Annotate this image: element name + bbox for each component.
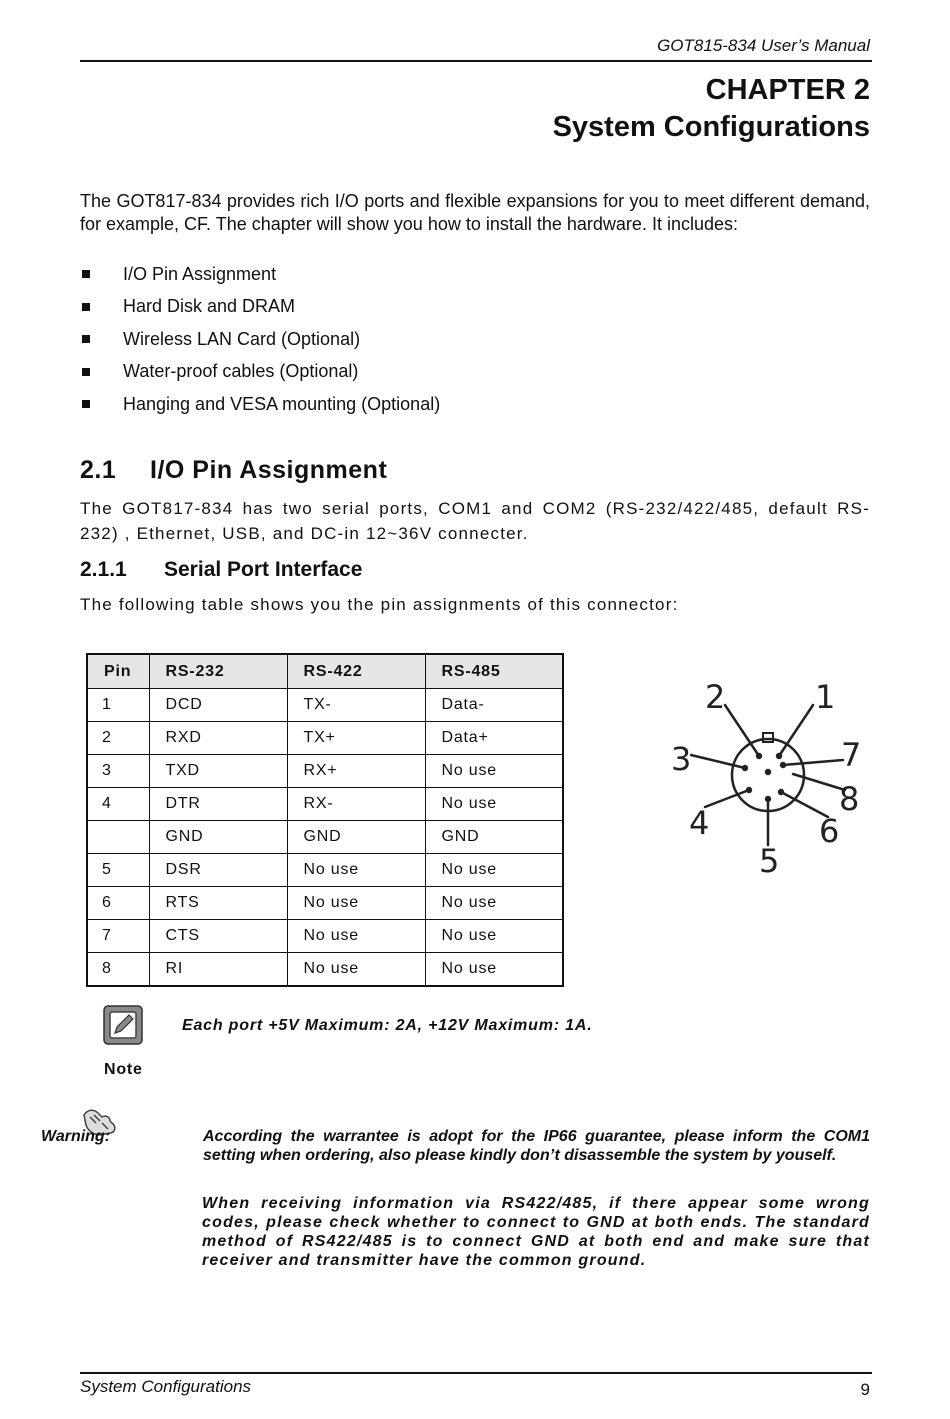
table-cell: TXD xyxy=(149,755,287,788)
table-cell: 5 xyxy=(87,854,149,887)
pin-assignment-table xyxy=(86,653,564,987)
table-cell: 4 xyxy=(87,788,149,821)
topic-list xyxy=(80,258,440,421)
column-header: RS-485 xyxy=(425,654,563,689)
table-cell: 8 xyxy=(87,953,149,987)
table-cell: TX- xyxy=(287,689,425,722)
table-cell: Data+ xyxy=(425,722,563,755)
subsection-title: Serial Port Interface xyxy=(164,558,363,581)
warning-paragraph-1 xyxy=(41,1127,870,1165)
table-cell: 7 xyxy=(87,920,149,953)
footer-section: System Configurations xyxy=(80,1377,252,1396)
table-cell: No use xyxy=(425,755,563,788)
square-bullet-icon xyxy=(82,270,90,278)
subsection-paragraph: The following table shows you the pin assignments of this connector: xyxy=(80,595,679,614)
table-header-row xyxy=(87,654,563,689)
footer-rule xyxy=(80,1372,872,1374)
list-item: Water-proof cables (Optional) xyxy=(80,356,440,389)
table-cell: Data- xyxy=(425,689,563,722)
table-cell: TX+ xyxy=(287,722,425,755)
table-cell: No use xyxy=(425,920,563,953)
subsection-number: 2.1.1 xyxy=(80,558,127,581)
table-row xyxy=(87,854,563,887)
section-paragraph: The GOT817-834 has two serial ports, COM1 and COM2 (RS-232/422/485, default RS-232) , Ethernet, USB, and DC-in 12~36V connecter. xyxy=(80,499,870,543)
warning-text-1: According the warrantee is adopt for the IP66 guarantee, please inform the COM1 setting when ordering, also please kindly don’t disassemble the system by youself. xyxy=(203,1128,870,1164)
pin-label: 5 xyxy=(759,842,780,880)
table-cell: DTR xyxy=(149,788,287,821)
square-bullet-icon xyxy=(82,335,90,343)
table-row xyxy=(87,689,563,722)
square-bullet-icon xyxy=(82,368,90,376)
note-label: Note xyxy=(104,1061,143,1078)
intro-paragraph: The GOT817-834 provides rich I/O ports and flexible expansions for you to meet different demand, for example, CF. The chapter will show you how to install the hardware. It includes: xyxy=(80,191,870,234)
pin-label: 6 xyxy=(819,812,840,850)
column-header: RS-422 xyxy=(287,654,425,689)
table-row xyxy=(87,755,563,788)
square-bullet-icon xyxy=(82,303,90,311)
table-cell: GND xyxy=(425,821,563,854)
key-notch xyxy=(763,733,773,742)
connector-pinout-diagram xyxy=(665,672,875,882)
list-item: Wireless LAN Card (Optional) xyxy=(80,323,440,356)
table-cell: DCD xyxy=(149,689,287,722)
table-cell: No use xyxy=(425,788,563,821)
table-row xyxy=(87,722,563,755)
table-cell xyxy=(87,821,149,854)
table-cell: RX+ xyxy=(287,755,425,788)
section-title: I/O Pin Assignment xyxy=(150,456,388,484)
table-cell: 6 xyxy=(87,887,149,920)
table-row xyxy=(87,887,563,920)
section-heading xyxy=(80,456,387,485)
column-header: Pin xyxy=(87,654,149,689)
pin-label: 2 xyxy=(705,678,726,716)
table-cell: RTS xyxy=(149,887,287,920)
list-item: Hanging and VESA mounting (Optional) xyxy=(80,388,440,421)
table-row xyxy=(87,953,563,987)
pin-label: 8 xyxy=(839,780,860,818)
pin-label: 1 xyxy=(815,678,836,716)
table-row xyxy=(87,920,563,953)
table-cell: 2 xyxy=(87,722,149,755)
table-cell: No use xyxy=(425,854,563,887)
table-cell: GND xyxy=(149,821,287,854)
table-cell: DSR xyxy=(149,854,287,887)
table-cell: No use xyxy=(287,887,425,920)
pin-label: 7 xyxy=(841,736,862,774)
table-cell: No use xyxy=(425,953,563,987)
note-pencil-icon xyxy=(103,1005,143,1045)
column-header: RS-232 xyxy=(149,654,287,689)
table-cell: No use xyxy=(287,920,425,953)
table-row xyxy=(87,821,563,854)
table-cell: RI xyxy=(149,953,287,987)
warning-paragraph-2: When receiving information via RS422/485, if there appear some wrong codes, please check whether to connect to GND at both ends. The standard method of RS422/485 is to connect GND at both end and make sure that receiver and transmitter have the common ground. xyxy=(202,1195,870,1269)
pin-label: 3 xyxy=(671,740,692,778)
header-rule xyxy=(80,60,872,62)
square-bullet-icon xyxy=(82,400,90,408)
table-cell: RXD xyxy=(149,722,287,755)
warning-label: Warning: xyxy=(41,1128,111,1145)
table-row xyxy=(87,788,563,821)
table-cell: No use xyxy=(287,854,425,887)
page-number: 9 xyxy=(860,1380,870,1399)
list-item: I/O Pin Assignment xyxy=(80,258,440,291)
note-text: Each port +5V Maximum: 2A, +12V Maximum: 1A. xyxy=(182,1017,593,1034)
list-item: Hard Disk and DRAM xyxy=(80,291,440,324)
table-cell: RX- xyxy=(287,788,425,821)
subsection-heading xyxy=(80,558,362,582)
chapter-title: System Configurations xyxy=(552,111,870,143)
table-cell: 1 xyxy=(87,689,149,722)
chapter-number: CHAPTER 2 xyxy=(705,74,870,106)
running-header: GOT815-834 User’s Manual xyxy=(657,36,870,55)
table-cell: 3 xyxy=(87,755,149,788)
table-cell: No use xyxy=(425,887,563,920)
table-cell: No use xyxy=(287,953,425,987)
table-cell: GND xyxy=(287,821,425,854)
section-number: 2.1 xyxy=(80,456,117,484)
pin-label: 4 xyxy=(689,804,710,842)
table-cell: CTS xyxy=(149,920,287,953)
